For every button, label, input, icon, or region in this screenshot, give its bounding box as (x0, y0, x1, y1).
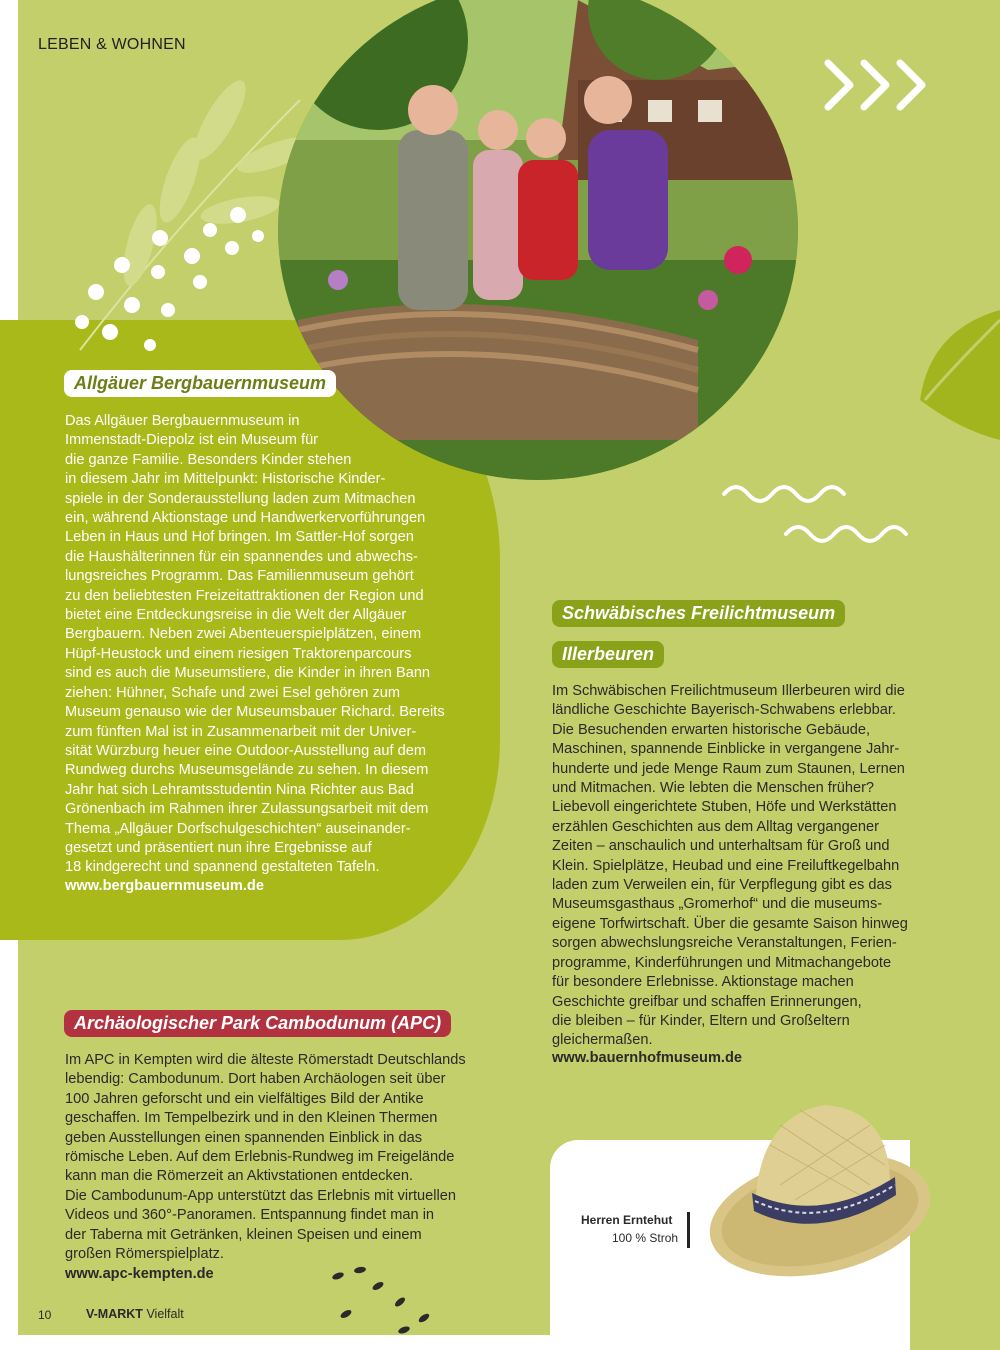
seed-dots-decoration (320, 1262, 440, 1342)
straw-hat-photo (700, 1085, 940, 1295)
bergbauern-url-link[interactable]: www.bergbauernmuseum.de (65, 878, 264, 894)
freilicht-url-link[interactable]: www.bauernhofmuseum.de (552, 1050, 743, 1066)
footer-brand (86, 1307, 184, 1321)
chevron-arrows-decoration (820, 55, 940, 115)
freilicht-title-line1: Schwäbisches Freilichtmuseum (552, 600, 845, 627)
wave-lines-decoration (720, 476, 910, 546)
product-name: Herren Erntehut (581, 1213, 673, 1227)
brand-name: V-MARKT (86, 1307, 143, 1321)
apc-title: Archäologischer Park Cambodunum (APC) (64, 1010, 451, 1037)
bergbauern-title: Allgäuer Bergbauernmuseum (64, 370, 336, 397)
brand-suffix: Vielfalt (146, 1307, 184, 1321)
family-in-museum-garden-photo (278, 0, 798, 480)
apc-url-link[interactable]: www.apc-kempten.de (65, 1266, 214, 1282)
bergbauern-text: Das Allgäuer Bergbauernmuseum in Immenstadt-Diepolz ist ein Museum für die ganze Familie. Besonders Kinder stehen in diesem Jahr im Mittelpunkt: Historische Kinder- spiele in der Sonderausstellung laden zum Mitmachen ein, während Aktionstage und Handwerkervorführungen Leben in Haus und Hof bringen. Im Sattler-Hof sorgen die Haushälterinnen für ein spannendes und abwechs- lungsreiches Programm. Das Familienmuseum gehört zu den beliebtesten Freizeitattraktionen der Region und bietet eine Entdeckungsreise in die Welt der Allgäuer Bergbauern. Neben zwei Abenteuerspielplätzen, einem Hüpf-Heustock und einem riesigen Traktorenparcours sind es auch die Museumstiere, die Kinder in ihren Bann ziehen: Hühner, Schafe und zwei Esel gehören zum Museum genauso wie der Museumsbauer Richard. Bereits zum fünften Mal ist in Zusammenarbeit mit der Univer- sität Würzburg heuer eine Outdoor-Ausstellung auf dem Rundweg durchs Museumsgelände zu sehen. In diesem Jahr hat sich Lehramtsstudentin Nina Richter aus Bad Grönenbach im Rahmen ihrer Zulassungsarbeit mit dem Thema „Allgäuer Dorfschulgeschichten“ auseinander- gesetzt und präsentiert nun ihre Ergebnisse auf 18 kindgerecht und spannend gestalteten Tafeln. (65, 413, 445, 876)
section-label: LEBEN & WOHNEN (38, 36, 186, 53)
leaf-decoration (900, 300, 1000, 460)
freilicht-title-line2: Illerbeuren (552, 641, 664, 668)
apc-text: Im APC in Kempten wird die älteste Römerstadt Deutschlands lebendig: Cambodunum. Dort haben Archäologen seit über 100 Jahren geforscht und ein vielfältiges Bild der Antike geschaffen. Im Tempelbezirk und in den Kleinen Thermen geben Ausstellungen einen spannenden Einblick in das römische Leben. Auf dem Erlebnis-Rundweg im Freigelände kann man die Römerzeit an Aktivstationen entdecken. Die Cambodunum-App unterstützt das Erlebnis mit virtuellen Videos und 360°-Panoramen. Entspannung findet man in der Taberna mit Getränken, kleinen Speisen und einem großen Römerspielplatz. (65, 1052, 466, 1263)
freilicht-text: Im Schwäbischen Freilichtmuseum Illerbeuren wird die ländliche Geschichte Bayerisch-Schwabens erlebbar. Die Besuchenden erwarten historische Gebäude, Maschinen, spannende Einblicke in vergangene Jahr- hunderte und jede Menge Raum zum Staunen, Lernen und Mitmachen. Wie lebten die Menschen früher? Liebevoll eingerichtete Stuben, Höfe und Werkstätten erzählen Geschichten aus dem Alltag vergangener Zeiten – anschaulich und unterhaltsam für Groß und Klein. Spielplätze, Heubad und eine Freiluftkegelbahn laden zum Verweilen ein, für Verpflegung gibt es das Museumsgasthaus „Gromerhof“ und die museums- eigene Torfwirtschaft. Über die gesamte Saison hinweg sorgen abwechslungsreiche Veranstaltungen, Ferien- programme, Kinderführungen und Mitmachangebote für besondere Erlebnisse. Aktionstage machen Geschichte greifbar und schaffen Erinnerungen, die bleiben – für Kinder, Eltern und Großeltern gleichermaßen. (552, 683, 908, 1049)
product-label-bar (687, 1212, 690, 1248)
product-material: 100 % Stroh (612, 1231, 679, 1245)
page-number: 10 (38, 1308, 52, 1322)
